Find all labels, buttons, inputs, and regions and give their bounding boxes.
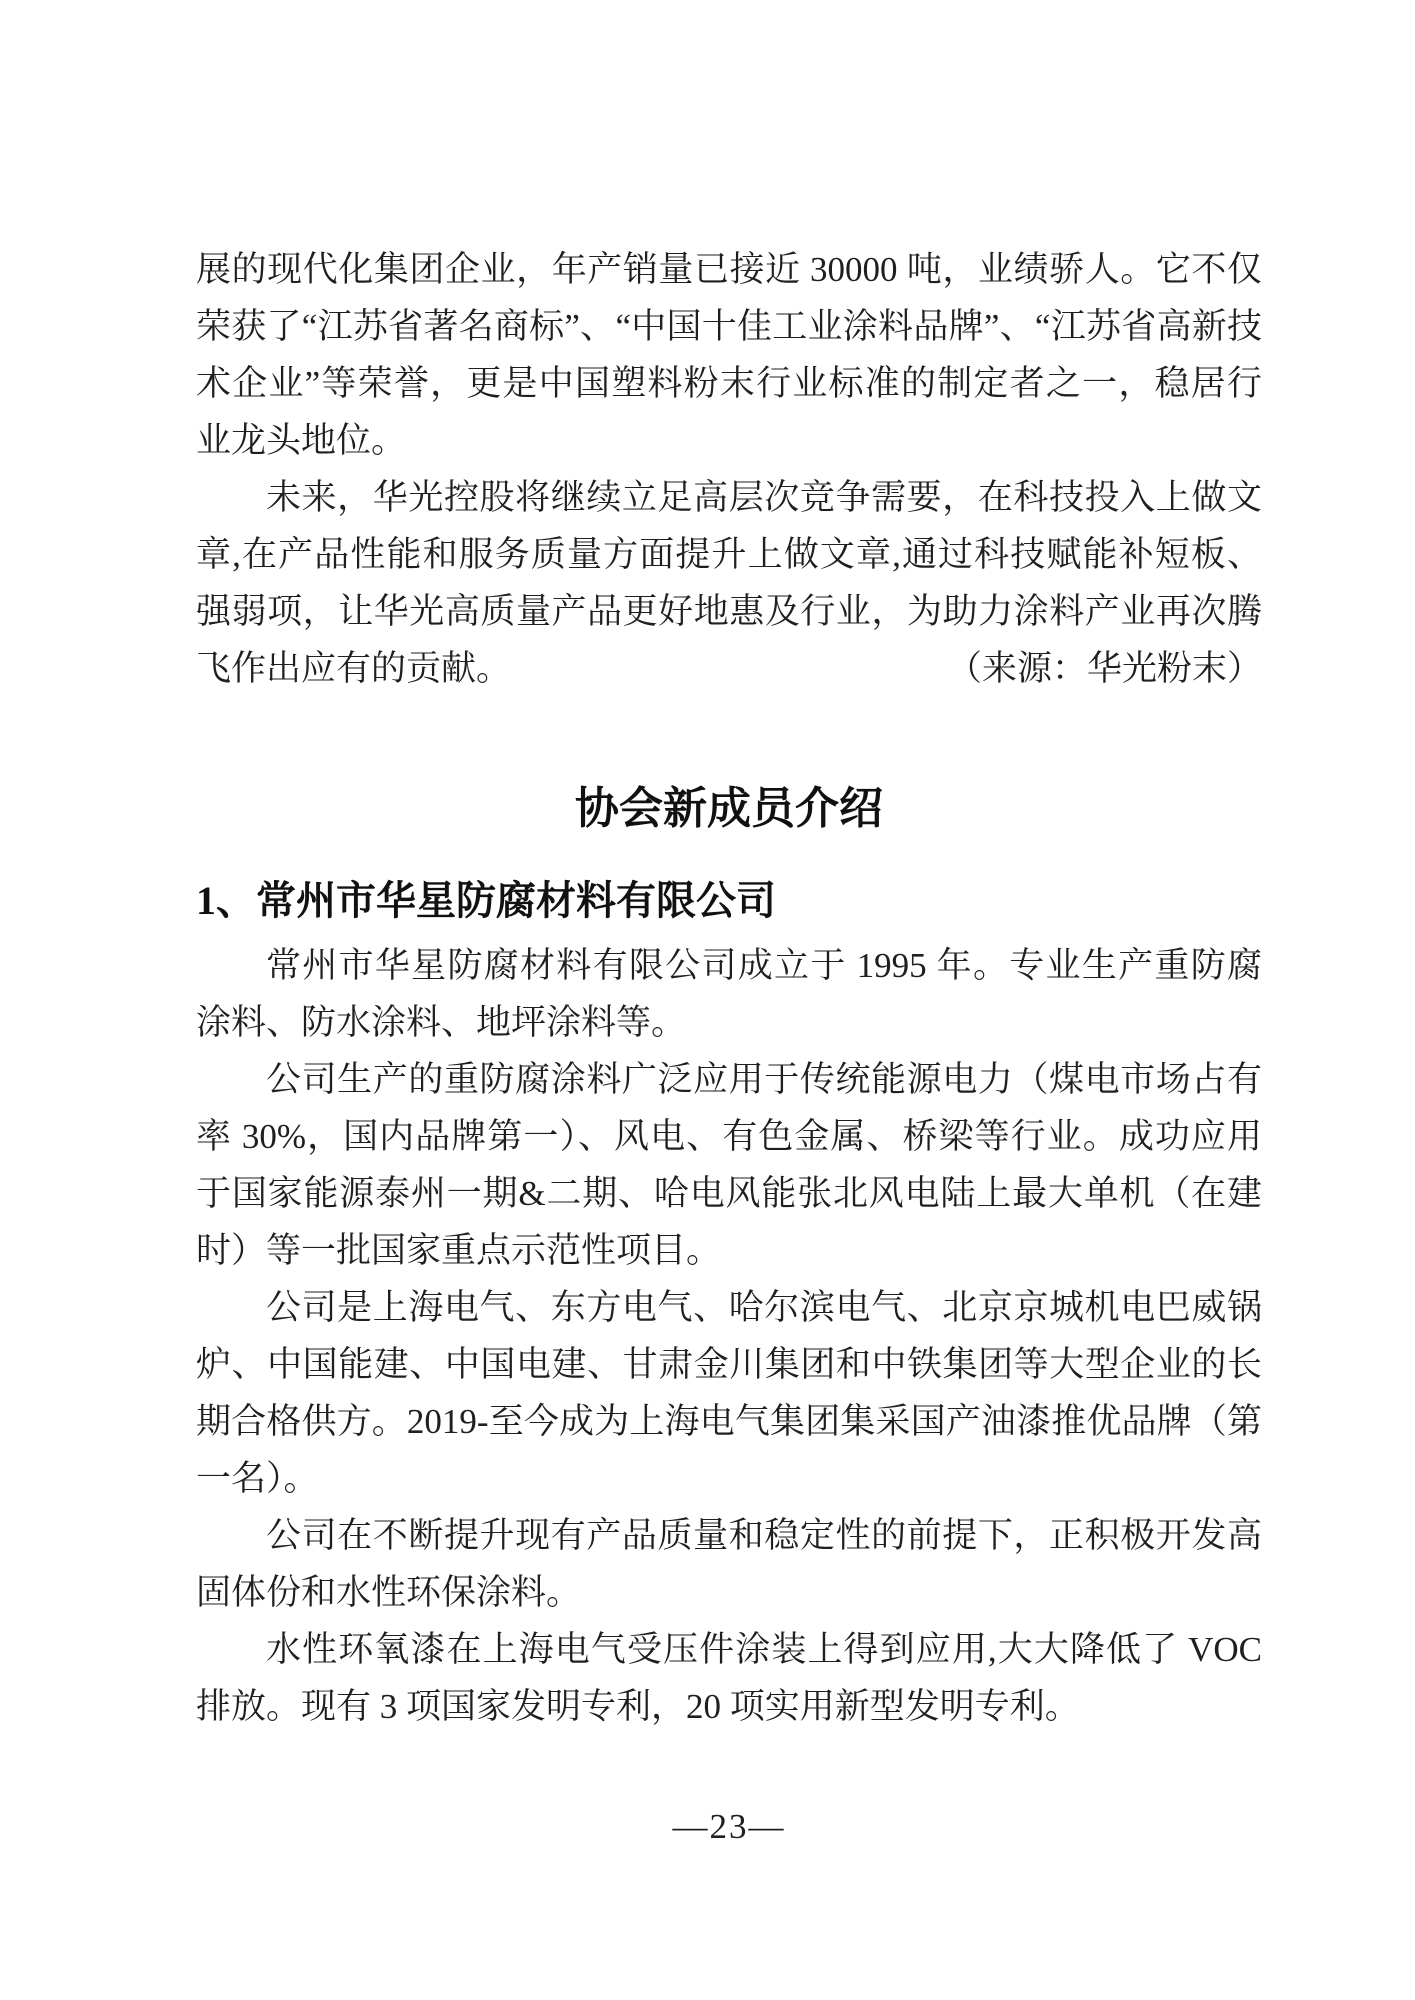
text-line: 率 30%，国内品牌第一）、风电、有色金属、桥梁等行业。成功应用 bbox=[196, 1117, 1262, 1156]
line-text: 飞作出应有的贡献。 bbox=[196, 649, 512, 688]
text-line: 于国家能源泰州一期&二期、哈电风能张北风电陆上最大单机（在建 bbox=[196, 1174, 1262, 1213]
subsection-heading: 1、常州市华星防腐材料有限公司 bbox=[196, 878, 776, 923]
text-line: 排放。现有 3 项国家发明专利，20 项实用新型发明专利。 bbox=[196, 1687, 1080, 1726]
text-line: 术企业”等荣誉，更是中国塑料粉末行业标准的制定者之一，稳居行 bbox=[196, 364, 1262, 403]
text-line: 荣获了“江苏省著名商标”、“中国十佳工业涂料品牌”、“江苏省高新技 bbox=[196, 307, 1262, 346]
text-line: 强弱项，让华光高质量产品更好地惠及行业，为助力涂料产业再次腾 bbox=[196, 592, 1262, 631]
paragraph-company-founding bbox=[196, 937, 1262, 1051]
text-line bbox=[196, 640, 1262, 697]
paragraph-company-patents bbox=[196, 1621, 1262, 1735]
paragraph-company-clients bbox=[196, 1279, 1262, 1507]
text-line: 公司是上海电气、东方电气、哈尔滨电气、北京京城机电巴威锅 bbox=[266, 1288, 1262, 1327]
source-attribution: （来源：华光粉末） bbox=[946, 649, 1262, 688]
text-line: 未来，华光控股将继续立足高层次竞争需要，在科技投入上做文 bbox=[266, 478, 1262, 517]
page-number: —23— bbox=[672, 1807, 786, 1846]
text-line: 展的现代化集团企业，年产销量已接近 30000 吨，业绩骄人。它不仅 bbox=[196, 250, 1262, 289]
document-content bbox=[196, 241, 1262, 1855]
text-line: 水性环氧漆在上海电气受压件涂装上得到应用,大大降低了 VOC bbox=[266, 1630, 1262, 1669]
paragraph-company-applications bbox=[196, 1051, 1262, 1279]
text-line: 常州市华星防腐材料有限公司成立于 1995 年。专业生产重防腐 bbox=[266, 946, 1262, 985]
paragraph-huaguang-intro bbox=[196, 241, 1262, 469]
text-line: 一名）。 bbox=[196, 1459, 319, 1498]
text-line: 公司在不断提升现有产品质量和稳定性的前提下，正积极开发高 bbox=[266, 1516, 1262, 1555]
text-line: 章,在产品性能和服务质量方面提升上做文章,通过科技赋能补短板、 bbox=[196, 535, 1262, 574]
paragraph-company-development bbox=[196, 1507, 1262, 1621]
text-line: 炉、中国能建、中国电建、甘肃金川集团和中铁集团等大型企业的长 bbox=[196, 1345, 1262, 1384]
text-line: 固体份和水性环保涂料。 bbox=[196, 1573, 582, 1612]
text-line: 时）等一批国家重点示范性项目。 bbox=[196, 1231, 722, 1270]
text-line: 期合格供方。2019-至今成为上海电气集团集采国产油漆推优品牌（第 bbox=[196, 1402, 1262, 1441]
text-line: 涂料、防水涂料、地坪涂料等。 bbox=[196, 1003, 687, 1042]
section-heading: 协会新成员介绍 bbox=[575, 784, 883, 833]
text-line: 公司生产的重防腐涂料广泛应用于传统能源电力（煤电市场占有 bbox=[266, 1060, 1262, 1099]
text-line: 业龙头地位。 bbox=[196, 421, 407, 460]
paragraph-huaguang-future bbox=[196, 469, 1262, 697]
